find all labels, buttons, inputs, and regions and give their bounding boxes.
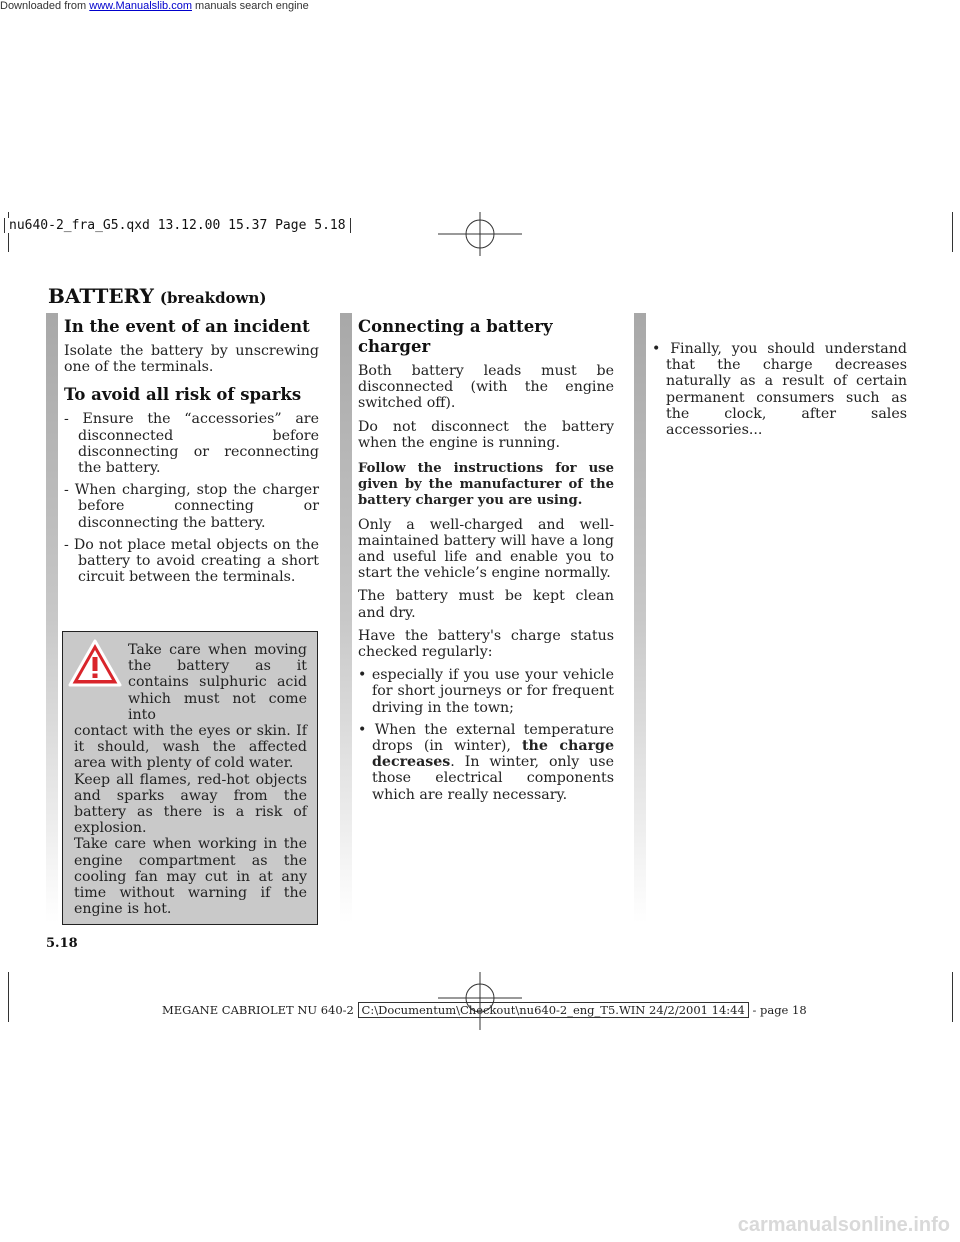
footer	[162, 1003, 807, 1017]
crop-mark	[8, 972, 9, 1022]
text-incident: Isolate the battery by unscrewing one of the terminals.	[64, 343, 319, 376]
footer-path: C:\Documentum\Checkout\nu640-2_eng_T5.WIN 24/2/2001 14:44	[358, 1002, 749, 1018]
winter-text-b: . In winter, only use those electrical components which are really necessary.	[372, 754, 614, 803]
footer-model: MEGANE CABRIOLET NU 640-2	[162, 1003, 354, 1017]
winter-text-bold: the charge decreases	[372, 738, 614, 771]
download-banner	[0, 0, 309, 12]
column-bar-2	[340, 313, 352, 923]
list-item	[358, 722, 614, 803]
title-subtitle: (breakdown)	[159, 289, 267, 307]
list-item: • especially if you use your vehicle for short journeys or for frequent driving in the town;	[358, 667, 614, 716]
column-bar-1	[46, 313, 58, 923]
list-item: - Do not place metal objects on the battery to avoid creating a short circuit between the terminals.	[64, 536, 319, 586]
charge-list	[358, 667, 614, 803]
crop-mark	[952, 972, 953, 1022]
finally-list	[652, 341, 907, 438]
warning-lead: Take care when moving the battery as it contains sulphuric acid which must not come into	[128, 642, 307, 723]
banner-suffix: manuals search engine	[191, 0, 309, 12]
qxd-file-label: nu640-2_fra_G5.qxd 13.12.00 15.37 Page 5.18	[4, 218, 351, 233]
text-leads: Both battery leads must be disconnected (with the engine switched off).	[358, 363, 614, 412]
text-follow-instructions: Follow the instructions for use given by the manufacturer of the battery charger you are using.	[358, 461, 614, 509]
column-1	[64, 317, 319, 592]
column-2	[358, 317, 614, 810]
heading-sparks: To avoid all risk of sparks	[64, 385, 302, 405]
winter-text-a: • When the external temperature drops (in winter),	[358, 721, 614, 755]
banner-prefix: Downloaded from	[0, 0, 90, 12]
page-number: 5.18	[46, 936, 78, 951]
warning-fan: Take care when working in the engine compartment as the cooling fan may cut in at any time without warning if the engine is hot.	[74, 836, 307, 918]
registration-mark-icon	[438, 212, 522, 256]
manualslib-link[interactable]: www.Manualslib.com	[89, 0, 192, 12]
text-charge-status: Have the battery's charge status checked regularly:	[358, 627, 614, 661]
list-item: • Finally, you should understand that the charge decreases naturally as a result of certain permanent consumers such as the clock, after sales accessories...	[652, 341, 907, 439]
heading-incident: In the event of an incident	[64, 317, 310, 336]
sparks-list	[64, 411, 319, 585]
title-main: BATTERY	[48, 284, 154, 308]
text-clean-dry: The battery must be kept clean and dry.	[358, 588, 614, 621]
registration-mark-icon	[438, 972, 522, 1030]
watermark-logo: carmanualsonline.info	[737, 1214, 950, 1236]
column-bar-3	[634, 313, 646, 923]
warning-text	[74, 642, 307, 917]
warning-flames: Keep all flames, red-hot objects and sparks away from the battery as there is a risk of explosion.	[74, 771, 307, 837]
heading-charger: Connecting a battery charger	[358, 317, 553, 356]
crop-mark	[952, 212, 953, 252]
footer-page: - page 18	[752, 1003, 807, 1017]
column-3	[652, 341, 907, 445]
text-do-not-disconnect: Do not disconnect the battery when the engine is running.	[358, 418, 614, 451]
list-item: - When charging, stop the charger before connecting or disconnecting the battery.	[64, 482, 319, 531]
text-well-charged: Only a well-charged and well-maintained battery will have a long and useful life and enable you to start the vehicle’s engine normally.	[358, 516, 614, 582]
list-item: - Ensure the “accessories” are disconnected before disconnecting or reconnecting the battery.	[64, 411, 319, 477]
section-title	[48, 284, 266, 308]
warning-acid: contact with the eyes or skin. If it should, wash the affected area with plenty of cold water.	[74, 723, 307, 772]
